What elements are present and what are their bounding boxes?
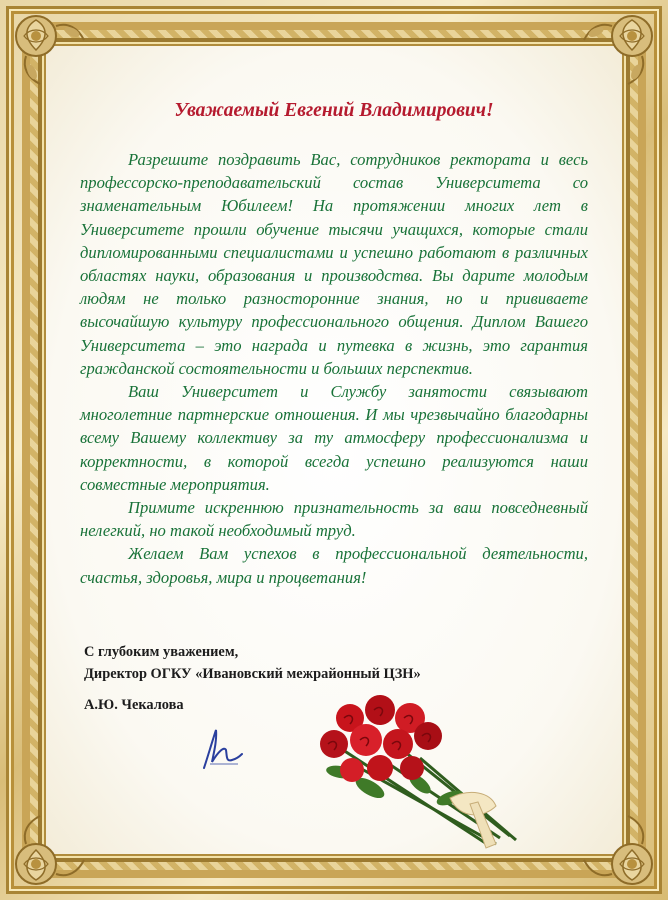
- corner-rose-icon: [566, 6, 662, 102]
- closing-phrase: С глубоким уважением,: [84, 644, 239, 660]
- letter-body: [80, 148, 588, 589]
- letter-paragraph: Примите искреннюю признательность за ваш повседневный нелегкий, но такой необходимый труд.: [80, 498, 588, 541]
- letter-paragraph: Желаем Вам успехов в профессиональной деятельности, счастья, здоровья, мира и процветания!: [80, 544, 588, 587]
- letter-paragraph: Разрешите поздравить Вас, сотрудников ректората и весь профессорско-преподавательский состав Университета со знаменательным Юбилеем! На протяжении многих лет в Университете прошли обучение тысячи учащихся, которые стали дипломированными специалистами и успешно работают в различных областях науки, образования и производства. Вы дарите молодым людям не только разносторонние знания, но и прививаете высочайшую культуру профессионального общения. Диплом Вашего Университета – это награда и путевка в жизнь, это гарантия гражданской состоятельности и больших перспектив.: [80, 150, 588, 378]
- signer-name: А.Ю. Чекалова: [84, 697, 184, 713]
- corner-rose-icon: [6, 798, 102, 894]
- letter-salutation: Уважаемый Евгений Владимирович!: [174, 100, 494, 121]
- handwritten-signature-icon: [190, 716, 250, 776]
- signer-position: Директор ОГКУ «Ивановский межрайонный ЦЗН»: [84, 665, 421, 682]
- corner-rose-icon: [6, 6, 102, 102]
- letter-paragraph: Ваш Университет и Службу занятости связывают многолетние партнерские отношения. И мы чрезвычайно благодарны всему Вашему коллективу за ту атмосферу профессионализма и корректности, в которой всегда успешно реализуются наши совместные мероприятия.: [80, 382, 588, 494]
- red-roses-bouquet-icon: [300, 688, 540, 858]
- corner-rose-icon: [566, 798, 662, 894]
